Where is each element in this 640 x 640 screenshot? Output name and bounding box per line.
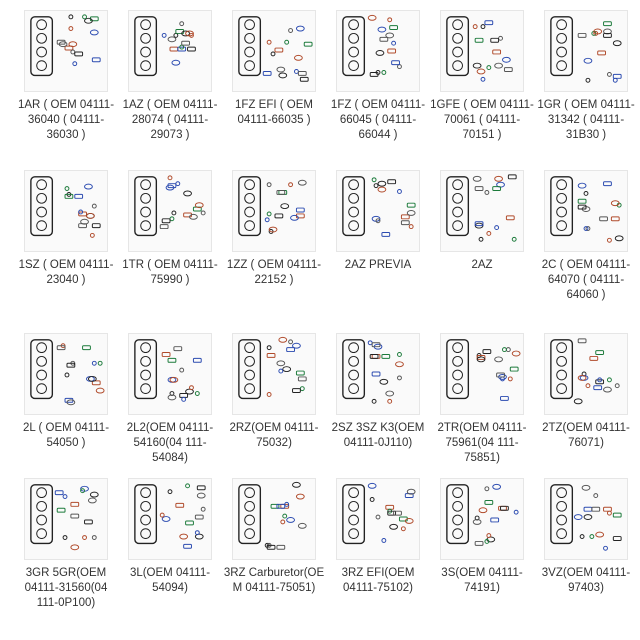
product-card[interactable]	[534, 333, 638, 451]
gasket-set-icon[interactable]	[24, 10, 108, 92]
gasket-set-icon[interactable]	[232, 333, 316, 415]
product-caption: 2RZ(OEM 04111-75032)	[229, 422, 319, 449]
product-caption: 3VZ(OEM 04111-97403)	[541, 567, 631, 594]
gasket-set-icon[interactable]	[232, 478, 316, 560]
product-caption: 2L ( OEM 04111-54050 )	[22, 422, 110, 449]
product-caption: 2TZ(OEM 04111-76071)	[542, 422, 630, 449]
product-caption: 1AR ( OEM 04111-36040 ( 04111-36030 )	[17, 99, 115, 141]
product-caption: 2SZ 3SZ K3(OEM 04111-0J110)	[331, 422, 425, 449]
gasket-set-icon[interactable]	[336, 478, 420, 560]
product-card[interactable]	[326, 170, 430, 273]
product-caption: 1ZZ ( OEM 04111-22152 )	[226, 259, 322, 286]
product-card[interactable]	[14, 170, 118, 288]
gasket-set-icon[interactable]	[544, 478, 628, 560]
gasket-set-icon[interactable]	[440, 170, 524, 252]
gasket-set-icon[interactable]	[440, 478, 524, 560]
gasket-set-icon[interactable]	[128, 333, 212, 415]
product-caption: 2AZ	[471, 259, 493, 271]
product-card[interactable]	[534, 10, 638, 143]
product-card[interactable]	[14, 10, 118, 143]
product-card[interactable]	[326, 10, 430, 143]
product-card[interactable]	[222, 333, 326, 451]
product-card[interactable]	[118, 10, 222, 143]
gasket-set-icon[interactable]	[128, 478, 212, 560]
gasket-set-icon[interactable]	[24, 478, 108, 560]
gasket-set-icon[interactable]	[336, 10, 420, 92]
product-card[interactable]	[14, 333, 118, 451]
product-card[interactable]	[14, 478, 118, 611]
gasket-set-icon[interactable]	[440, 333, 524, 415]
product-caption: 1GFE ( OEM 04111-70061 ( 04111-70151 )	[430, 99, 534, 141]
product-caption: 3S(OEM 04111-74191)	[441, 567, 523, 594]
gasket-set-icon[interactable]	[544, 333, 628, 415]
product-card[interactable]	[222, 478, 326, 596]
product-card[interactable]	[430, 10, 534, 143]
product-caption: 1AZ ( OEM 04111-28074 ( 04111-29073 )	[122, 99, 218, 141]
product-card[interactable]	[326, 333, 430, 451]
product-caption: 1TR ( OEM 04111-75990 )	[122, 259, 218, 286]
product-card[interactable]	[430, 170, 534, 273]
product-caption: 1GR ( OEM 04111-31342 ( 04111-31B30 )	[537, 99, 635, 141]
gasket-set-icon[interactable]	[440, 10, 524, 92]
product-card[interactable]	[222, 10, 326, 128]
gasket-set-icon[interactable]	[544, 170, 628, 252]
product-caption: 3GR 5GR(OEM 04111-31560(04 111-0P100)	[24, 567, 108, 609]
product-card[interactable]	[430, 478, 534, 596]
product-caption: 2TR(OEM 04111-75961(04 111-75851)	[437, 422, 527, 464]
product-caption: 1FZ ( OEM 04111-66045 ( 04111-66044 )	[330, 99, 426, 141]
product-caption: 1FZ EFI ( OEM 04111-66035 )	[235, 99, 313, 126]
gasket-set-icon[interactable]	[232, 170, 316, 252]
gasket-set-icon[interactable]	[232, 10, 316, 92]
gasket-set-icon[interactable]	[128, 10, 212, 92]
product-card[interactable]	[430, 333, 534, 466]
product-card[interactable]	[534, 478, 638, 596]
product-card[interactable]	[326, 478, 430, 596]
gasket-set-icon[interactable]	[336, 333, 420, 415]
gasket-set-icon[interactable]	[336, 170, 420, 252]
product-card[interactable]	[222, 170, 326, 288]
product-caption: 2C ( OEM 04111-64070 ( 04111-64060 )	[541, 259, 631, 301]
product-caption: 2AZ PREVIA	[344, 259, 412, 271]
gasket-set-icon[interactable]	[24, 170, 108, 252]
product-card[interactable]	[118, 333, 222, 466]
product-caption: 3RZ Carburetor(OE M 04111-75051)	[223, 567, 325, 594]
product-card[interactable]	[534, 170, 638, 303]
product-caption: 2L2(OEM 04111-54160(04 111-54084)	[126, 422, 214, 464]
product-caption: 3RZ EFI(OEM 04111-75102)	[341, 567, 415, 594]
gasket-set-icon[interactable]	[24, 333, 108, 415]
gasket-set-icon[interactable]	[128, 170, 212, 252]
product-caption: 1SZ ( OEM 04111-23040 )	[18, 259, 114, 286]
product-card[interactable]	[118, 170, 222, 288]
product-caption: 3L(OEM 04111-54094)	[129, 567, 211, 594]
product-card[interactable]	[118, 478, 222, 596]
gasket-set-icon[interactable]	[544, 10, 628, 92]
